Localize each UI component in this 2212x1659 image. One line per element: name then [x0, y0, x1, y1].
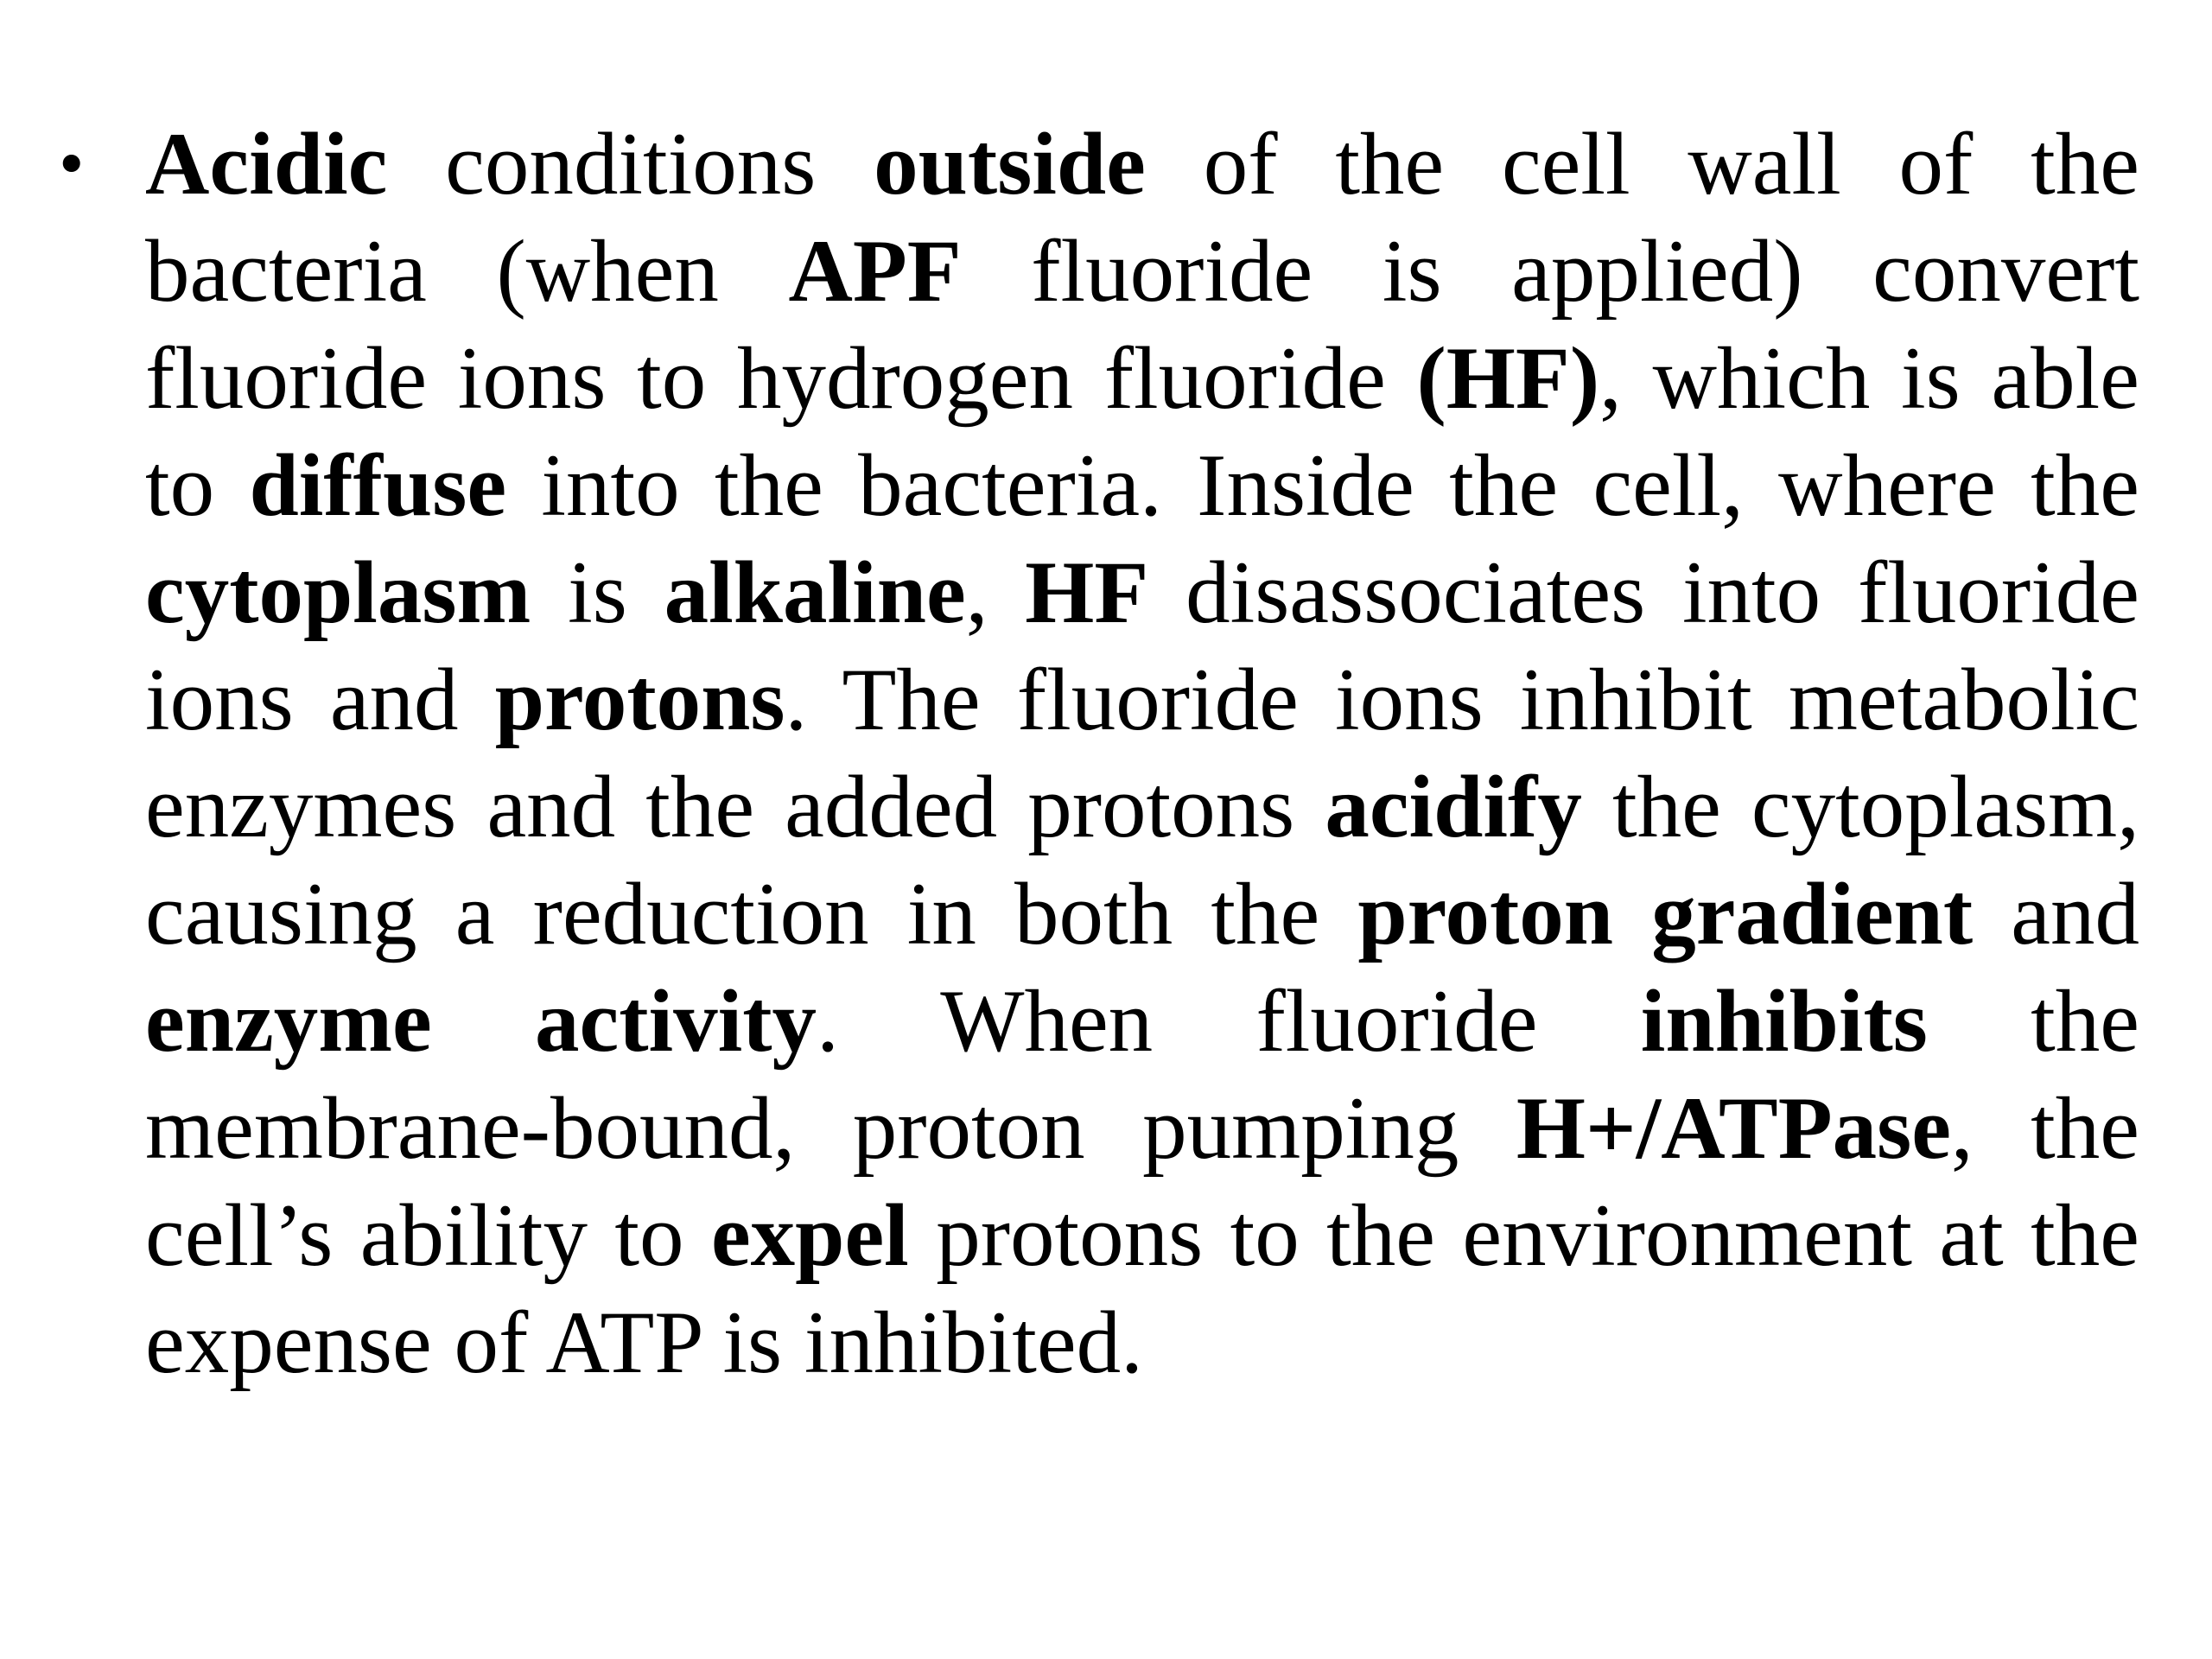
text-run: , which is able to: [145, 329, 2139, 535]
text-run: conditions: [387, 115, 874, 213]
text-run: inhibits: [1640, 972, 1928, 1071]
text-run: acidify: [1325, 758, 1582, 856]
text-run: fluoride is applied) convert fluoride ions to hydrogen fluoride: [145, 222, 2139, 428]
text-run: cytoplasm: [145, 543, 531, 642]
text-run: proton gradient: [1357, 865, 1974, 963]
text-run: H+/ATPase: [1516, 1079, 1951, 1178]
text-run: . When fluoride: [817, 972, 1641, 1071]
text-run: of the cell wall of the bacteria (when: [145, 115, 2139, 321]
text-run: protons: [494, 651, 785, 749]
text-run: Acidic: [145, 115, 388, 213]
text-run: disassociates into fluoride ions and: [145, 543, 2140, 749]
text-run: the membrane-bound, proton pumping: [145, 972, 2139, 1178]
text-run: is: [531, 543, 664, 642]
text-run: protons to the environment at the expense of ATP is inhibited.: [145, 1186, 2140, 1392]
text-run: , the cell’s ability to: [145, 1079, 2139, 1285]
text-run: . The fluoride ions inhibit metabolic enzymes and the added protons: [145, 651, 2140, 856]
text-run: the cytoplasm, causing a reduction in both the: [145, 758, 2139, 963]
text-run: and: [1973, 865, 2139, 963]
text-run: outside: [874, 115, 1146, 213]
text-run: HF: [1025, 543, 1149, 642]
text-run: (HF): [1416, 329, 1600, 428]
text-run: enzyme activity: [145, 972, 817, 1071]
text-run: into the bacteria. Inside the cell, where the: [506, 436, 2139, 535]
text-run: expel: [710, 1186, 909, 1285]
text-run: ,: [965, 543, 1026, 642]
text-run: alkaline: [664, 543, 966, 642]
bullet-paragraph: [59, 111, 2140, 1396]
text-run: diffuse: [249, 436, 507, 535]
bullet-dot-icon: •: [59, 124, 85, 204]
text-run: APF: [788, 222, 962, 321]
